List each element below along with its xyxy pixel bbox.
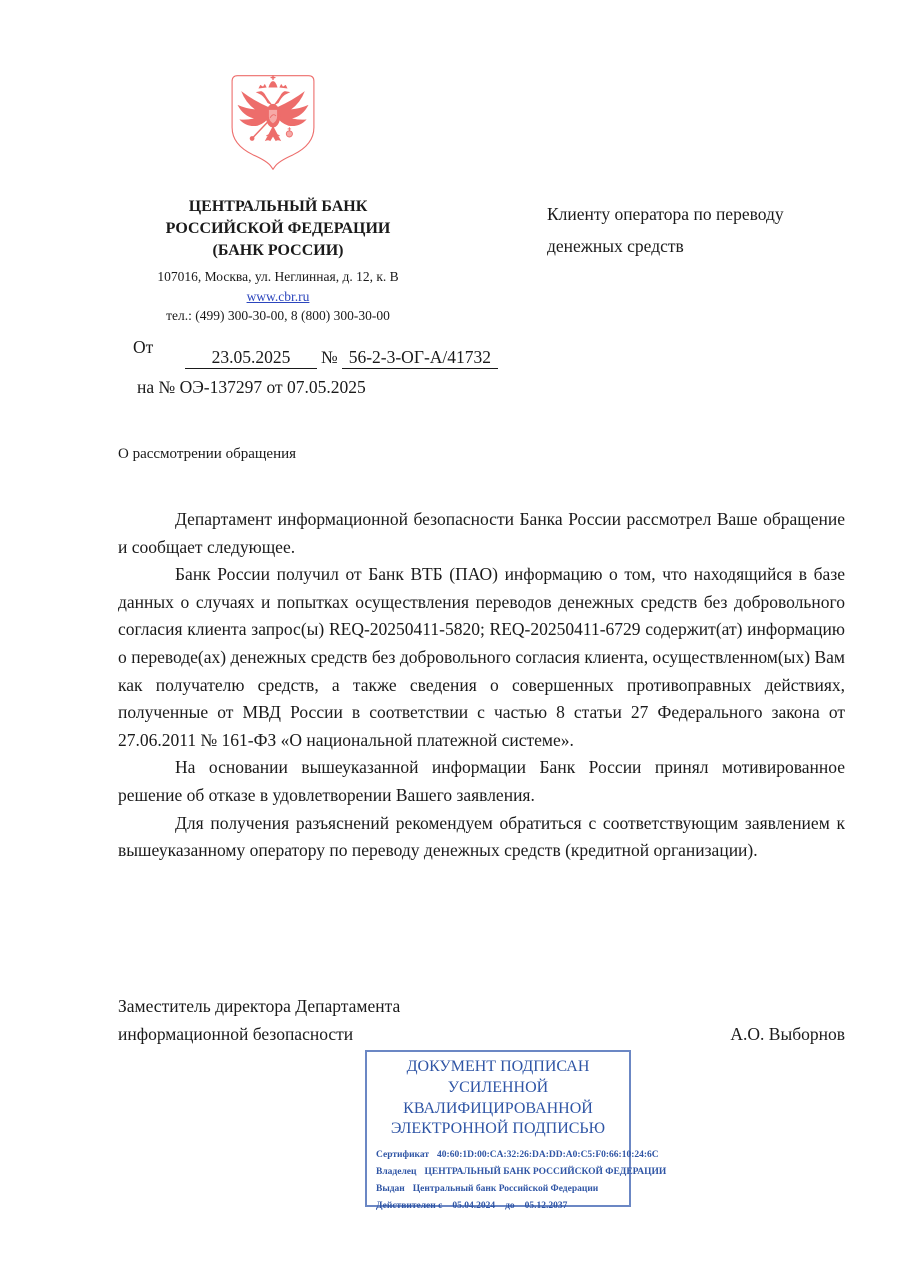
ref-from-label: От <box>133 337 154 357</box>
stamp-owner-row <box>376 1164 667 1181</box>
owner-label: Владелец <box>376 1166 417 1177</box>
signer-title-line2: информационной безопасности <box>118 1024 354 1044</box>
certificate-label: Сертификат <box>376 1150 430 1161</box>
letter-subject: О рассмотрении обращения <box>118 446 297 462</box>
signature-block <box>118 992 845 1048</box>
body-paragraph: Департамент информационной безопасности Банка России рассмотрел Ваше обращение и сообщает следующее. <box>118 509 845 557</box>
sender-contact-block <box>118 267 438 326</box>
stamp-title-line: ЭЛЕКТРОННОЙ ПОДПИСЬЮ <box>390 1120 606 1138</box>
digital-signature-stamp <box>365 1050 667 1211</box>
recipient-line: Клиенту оператора по переводу <box>547 204 784 224</box>
recipient-block <box>547 199 852 262</box>
body-paragraph: На основании вышеуказанной информации Банк России принял мотивированное решение об отказе в удовлетворении Вашего заявления. <box>118 757 845 805</box>
sender-bank-name <box>118 196 438 262</box>
stamp-certificate-row <box>376 1147 659 1164</box>
recipient-line: денежных средств <box>547 235 684 256</box>
stamp-issuer-row <box>376 1181 629 1198</box>
validity-label: Действителен с <box>376 1200 443 1211</box>
bank-name-line: РОССИЙСКОЙ ФЕДЕРАЦИИ <box>165 220 391 237</box>
body-paragraph: Банк России получил от Банк ВТБ (ПАО) информацию о том, что находящийся в базе данных о случаях и попытках осуществления переводов денежных средств без добровольного согласия клиента запрос(ы) REQ-20250411-5820; REQ-20250411-6729 содержит(ат) информацию о переводе(ах) денежных средств без добровольного согласия клиента, осуществленном(ых) Вам как получателю средств, а также сведения о совершенных противоправных действиях, полученные от МВД России в соответствии с частью 8 статьи 27 Федерального закона от 27.06.2011 № 161-ФЗ «О национальной платежной системе». <box>118 564 845 750</box>
stamp-title-line: ДОКУМЕНТ ПОДПИСАН <box>406 1058 590 1075</box>
stamp-title-line: УСИЛЕННОЙ <box>447 1078 549 1096</box>
issuer-label: Выдан <box>376 1183 405 1194</box>
issuer-value: Центральный банк Российской Федерации <box>412 1183 599 1194</box>
stamp-title <box>367 1057 629 1140</box>
signer-name: А.О. Выборнов <box>730 1024 845 1044</box>
signer-title-line1: Заместитель директора Департамента <box>118 996 401 1016</box>
sender-phone: тел.: (499) 300-30-00, 8 (800) 300-30-00 <box>166 308 390 323</box>
certificate-value: 40:60:1D:00:CA:32:26:DA:DD:A0:C5:F0:66:10:24:6C <box>437 1150 659 1161</box>
ref-number-row <box>185 347 498 369</box>
valid-to-label: до <box>505 1200 515 1211</box>
bank-name-line: ЦЕНТРАЛЬНЫЙ БАНК <box>188 198 368 215</box>
ref-date: 23.05.2025 <box>185 347 317 369</box>
letter-body <box>118 506 845 865</box>
russia-coat-of-arms-icon <box>227 73 319 173</box>
sender-address: 107016, Москва, ул. Неглинная, д. 12, к. В <box>157 269 399 284</box>
valid-to-date: 05.12.2037 <box>524 1200 568 1211</box>
owner-value: ЦЕНТРАЛЬНЫЙ БАНК РОССИЙСКОЙ ФЕДЕРАЦИИ <box>424 1166 667 1177</box>
body-paragraph: Для получения разъяснений рекомендуем обратиться с соответствующим заявлением к вышеуказанному оператору по переводу денежных средств (кредитной организации). <box>118 812 845 861</box>
website-link[interactable]: www.cbr.ru <box>246 288 310 304</box>
ref-number-sign: № <box>321 347 338 367</box>
ref-reply-to: на № ОЭ-137297 от 07.05.2025 <box>137 377 366 397</box>
stamp-validity-row <box>376 1198 629 1215</box>
stamp-title-line: КВАЛИФИЦИРОВАННОЙ <box>403 1099 593 1117</box>
stamp-details <box>376 1147 667 1214</box>
bank-name-line: (БАНК РОССИИ) <box>212 242 344 259</box>
valid-from-date: 05.04.2024 <box>452 1200 496 1211</box>
ref-number: 56-2-3-ОГ-А/41732 <box>342 347 498 369</box>
